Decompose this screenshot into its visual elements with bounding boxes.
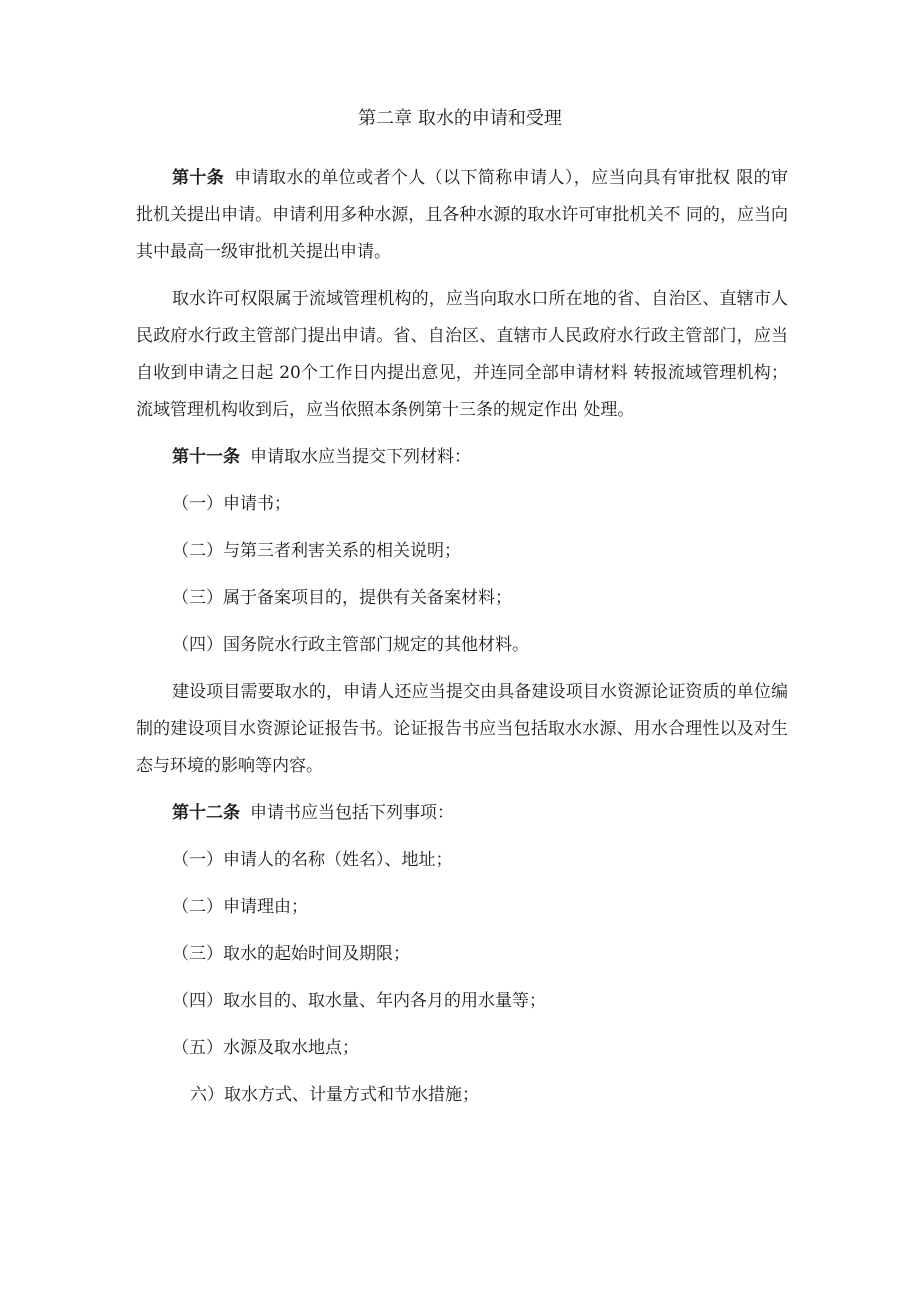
article-11-item: （四）国务院水行政主管部门规定的其他材料。 <box>172 635 529 655</box>
article-12-item: （三）取水的起始时间及期限； <box>172 944 410 964</box>
article-11-lead: 申请取水应当提交下列材料： <box>250 447 471 467</box>
article-11-paragraph-2: 建设项目需要取水的，申请人还应当提交由具备建设项目水资源论证资质的单位编制的建设项目水资源论证报告书。论证报告书应当包括取水水源、用水合理性以及对生态与环境的影响等内容。 <box>136 682 788 776</box>
article-10-number: 第十条 <box>172 168 225 188</box>
article-12-number: 第十二条 <box>172 803 240 823</box>
article-10-paragraph-2: 取水许可权限属于流域管理机构的，应当向取水口所在地的省、自治区、直辖市人民政府水行政主管部门提出申请。省、自治区、直辖市人民政府水行政主管部门，应当自收到申请之日起 20个工作日内提出意见，并连同全部申请材料 转报流域管理机构；流域管理机构收到后，应当依照本条例第十三条的规定作出 处理。 <box>136 289 788 420</box>
article-11-item: （三）属于备案项目的，提供有关备案材料； <box>172 588 512 608</box>
article-12-item: （四）取水目的、取水量、年内各月的用水量等； <box>172 991 546 1011</box>
article-11-item: （二）与第三者利害关系的相关说明； <box>172 541 461 561</box>
article-12-item: （一）申请人的名称（姓名）、地址； <box>172 850 453 870</box>
article-12-lead: 申请书应当包括下列事项： <box>250 803 454 823</box>
document-body <box>136 160 788 1124</box>
article-10-paragraph-1 <box>136 160 788 271</box>
article-12-item: （五）水源及取水地点； <box>172 1038 359 1058</box>
article-11-item: （一）申请书； <box>172 494 291 514</box>
chapter-title: 第二章 取水的申请和受理 <box>358 108 562 129</box>
article-12-item: （二）申请理由； <box>172 897 308 917</box>
article-10-text: 申请取水的单位或者个人（以下简称申请人），应当向具有审批权 限的审批机关提出申请。申请利用多种水源，且各种水源的取水许可审批机关不 同的，应当向其中最高一级审批机关提出申请。 <box>136 168 789 262</box>
article-11-paragraph-1 <box>136 439 788 476</box>
article-11-number: 第十一条 <box>172 447 240 467</box>
article-12-item: 六）取水方式、计量方式和节水措施； <box>190 1085 479 1105</box>
article-12-paragraph-1 <box>136 795 788 832</box>
